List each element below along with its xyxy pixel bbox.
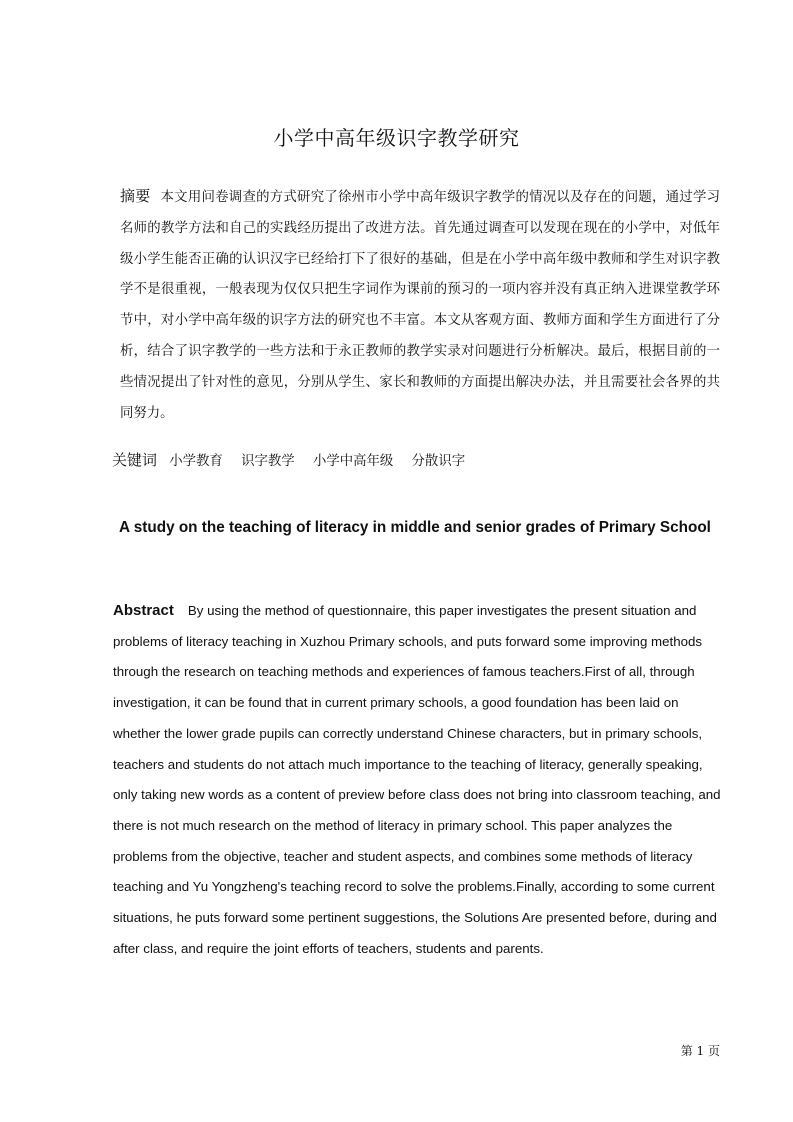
keyword-item: 分散识字 bbox=[411, 454, 466, 469]
chinese-keywords-label: 关键词 bbox=[112, 451, 158, 469]
chinese-abstract-text: 本文用问卷调查的方式研究了徐州市小学中高年级识字教学的情况以及存在的问题，通过学习名师的教学方法和自己的实践经历提出了改进方法。首先通过调查可以发现在现在的小学中，对低年级小学生能否正确的认识汉字已经给打下了很好的基础，但是在小学中高年级中教师和学生对识字教学不是很重视，一般表现为仅仅只把生字词作为课前的预习的一项内容并没有真正纳入进课堂教学环节中，对小学中高年级的识字方法的研究也不丰富。本文从客观方面、教师方面和学生方面进行了分析，结合了识字教学的一些方法和于永正教师的教学实录对问题进行分析解决。最后，根据目前的一些情况提出了针对性的意见，分别从学生、家长和教师的方面提出解决办法，并且需要社会各界的共同努力。 bbox=[120, 190, 720, 421]
english-abstract-text: By using the method of questionnaire, this paper investigates the present situation and problems of literacy teaching in Xuzhou Primary schools, and puts forward some improving methods through the research on teaching methods and experiences of famous teachers.First of all, through investigation, it can be found that in current primary schools, a good foundation has been laid on whether the lower grade pupils can correctly understand Chinese characters, but in primary schools, teachers and students do not attach much importance to the teaching of literacy, generally speaking, only taking new words as a content of preview before class does not bring into classroom teaching, and there is not much research on the method of literacy in primary school. This paper analyzes the problems from the objective, teacher and student aspects, and combines some methods of literacy teaching and Yu Yongzheng's teaching record to solve the problems.Finally, according to some current situations, he puts forward some pertinent suggestions, the Solutions Are presented before, during and after class, and require the joint efforts of teachers, students and parents. bbox=[113, 603, 721, 956]
chinese-keywords bbox=[112, 448, 732, 474]
chinese-abstract-label: 摘要 bbox=[120, 187, 151, 205]
english-abstract bbox=[113, 596, 723, 964]
keyword-item: 识字教学 bbox=[241, 454, 295, 469]
keyword-item: 小学教育 bbox=[169, 454, 223, 469]
chinese-abstract bbox=[120, 181, 720, 429]
page-number: 第 1 页 bbox=[680, 1044, 720, 1058]
chinese-title: 小学中高年级识字教学研究 bbox=[273, 126, 520, 150]
english-title: A study on the teaching of literacy in middle and senior grades of Primary School bbox=[119, 519, 711, 536]
english-abstract-label: Abstract bbox=[113, 602, 174, 619]
keyword-item: 小学中高年级 bbox=[312, 454, 394, 469]
